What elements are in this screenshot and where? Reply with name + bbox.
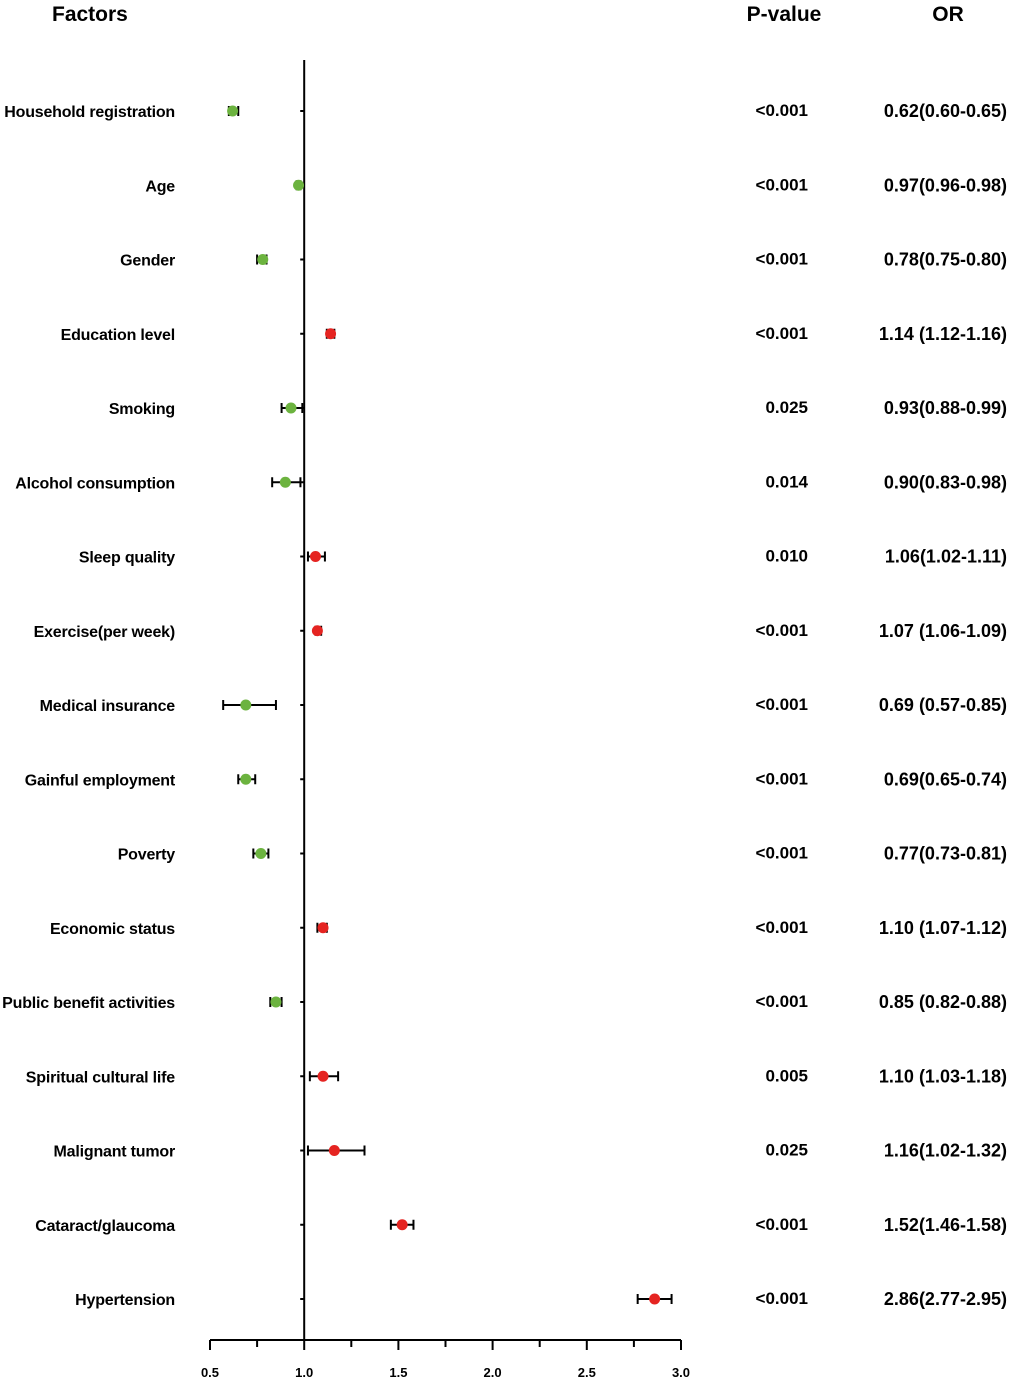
p-value: <0.001: [755, 101, 808, 120]
p-value: <0.001: [755, 249, 808, 269]
factor-label: Medical insurance: [39, 698, 175, 715]
factor-label: Smoking: [108, 401, 175, 418]
or-value: 1.14 (1.12-1.16): [878, 323, 1007, 344]
row-gender: [120, 250, 1007, 270]
row-medical-insurance: [40, 695, 1007, 715]
factors-header: Factors: [52, 3, 128, 26]
or-value: 0.90(0.83-0.98): [883, 472, 1007, 493]
or-point: [255, 848, 266, 859]
row-poverty: [118, 844, 1007, 864]
or-value: 1.52(1.46-1.58): [883, 1214, 1007, 1235]
factor-label: Gainful employment: [24, 772, 175, 790]
row-spiritual-cultural-life: [26, 1066, 1007, 1086]
p-value: <0.001: [755, 992, 808, 1011]
p-value: <0.001: [755, 1289, 808, 1308]
x-tick-label: 1.5: [389, 1365, 408, 1380]
row-sleep-quality: [79, 547, 1007, 567]
row-economic-status: [50, 918, 1007, 938]
row-exercise-per-week: [34, 621, 1007, 641]
x-tick-label: 2.0: [483, 1365, 502, 1380]
or-point: [286, 403, 297, 414]
or-value: 0.93(0.88-0.99): [883, 398, 1007, 418]
x-tick-label: 2.5: [577, 1365, 596, 1380]
x-tick-label: 0.5: [200, 1365, 220, 1380]
or-point: [318, 1071, 329, 1082]
p-value: <0.001: [755, 323, 808, 343]
or-point: [329, 1145, 340, 1156]
row-gainful-employment: [25, 769, 1007, 789]
or-value: 1.10 (1.07-1.12): [878, 917, 1007, 938]
or-value: 0.69 (0.57-0.85): [878, 695, 1007, 715]
p-value: <0.001: [755, 769, 808, 789]
or-point: [325, 328, 336, 339]
row-education-level: [61, 324, 1007, 344]
factor-label: Household registration: [4, 104, 175, 121]
or-point: [270, 997, 281, 1008]
p-value: <0.001: [755, 620, 808, 640]
factor-label: Alcohol consumption: [15, 475, 175, 493]
p-value: <0.001: [755, 1214, 808, 1234]
or-point: [293, 180, 304, 191]
p-value: <0.001: [755, 695, 808, 714]
or-point: [257, 254, 268, 265]
or-value: 1.07 (1.06-1.09): [878, 620, 1007, 641]
or-point: [240, 774, 251, 785]
row-public-benefit-activities: [2, 992, 1007, 1012]
or-value: 2.86(2.77-2.95): [883, 1289, 1007, 1309]
factor-label: Hypertension: [75, 1292, 175, 1309]
or-point: [318, 922, 329, 933]
p-value: <0.001: [755, 917, 808, 937]
p-value: <0.001: [755, 843, 808, 863]
or-point: [310, 551, 321, 562]
factor-label: Malignant tumor: [53, 1143, 175, 1161]
or-value: 0.69(0.65-0.74): [883, 769, 1007, 790]
or-value: 1.06(1.02-1.11): [884, 546, 1007, 567]
or-point: [227, 106, 238, 117]
factor-label: Public benefit activities: [2, 995, 175, 1012]
factor-label: Economic status: [49, 920, 175, 938]
factor-label: Gender: [120, 252, 175, 270]
or-value: 1.10 (1.03-1.18): [878, 1066, 1007, 1087]
or-value: 0.62(0.60-0.65): [883, 101, 1007, 121]
or-value: 0.78(0.75-0.80): [883, 249, 1007, 270]
or-point: [312, 625, 323, 636]
factor-label: Spiritual cultural life: [25, 1069, 175, 1087]
factor-label: Education level: [60, 326, 175, 344]
column-headers: [52, 3, 964, 26]
p-value: 0.025: [765, 398, 808, 417]
p-value: 0.014: [765, 472, 808, 492]
or-value: 0.97(0.96-0.98): [883, 175, 1007, 196]
or-point: [649, 1294, 660, 1305]
row-household-registration: [4, 101, 1007, 121]
or-value: 0.85 (0.82-0.88): [878, 992, 1007, 1012]
factor-label: Exercise(per week): [33, 623, 175, 641]
factor-label: Cataract/glaucoma: [35, 1217, 175, 1235]
row-malignant-tumor: [54, 1141, 1007, 1161]
factor-rows: [2, 101, 1007, 1309]
p-value-header: P-value: [746, 3, 822, 26]
row-hypertension: [75, 1289, 1007, 1309]
p-value: 0.025: [765, 1140, 808, 1160]
factor-label: Age: [145, 178, 175, 196]
factor-label: Poverty: [117, 846, 175, 864]
or-point: [280, 477, 291, 488]
x-axis: [201, 1340, 690, 1380]
factor-label: Sleep quality: [78, 549, 175, 567]
row-alcohol-consumption: [15, 472, 1007, 492]
row-cataract-glaucoma: [35, 1215, 1007, 1235]
row-age: [145, 175, 1007, 195]
or-value: 1.16(1.02-1.32): [883, 1140, 1007, 1161]
x-tick-label: 3.0: [671, 1365, 691, 1380]
p-value: 0.005: [765, 1066, 808, 1086]
or-header: OR: [932, 3, 964, 26]
row-smoking: [109, 398, 1007, 418]
p-value: <0.001: [755, 175, 808, 195]
or-point: [240, 700, 251, 711]
x-tick-label: 1.0: [295, 1365, 314, 1380]
p-value: 0.010: [765, 546, 808, 566]
or-value: 0.77(0.73-0.81): [883, 843, 1007, 864]
or-point: [397, 1219, 408, 1230]
